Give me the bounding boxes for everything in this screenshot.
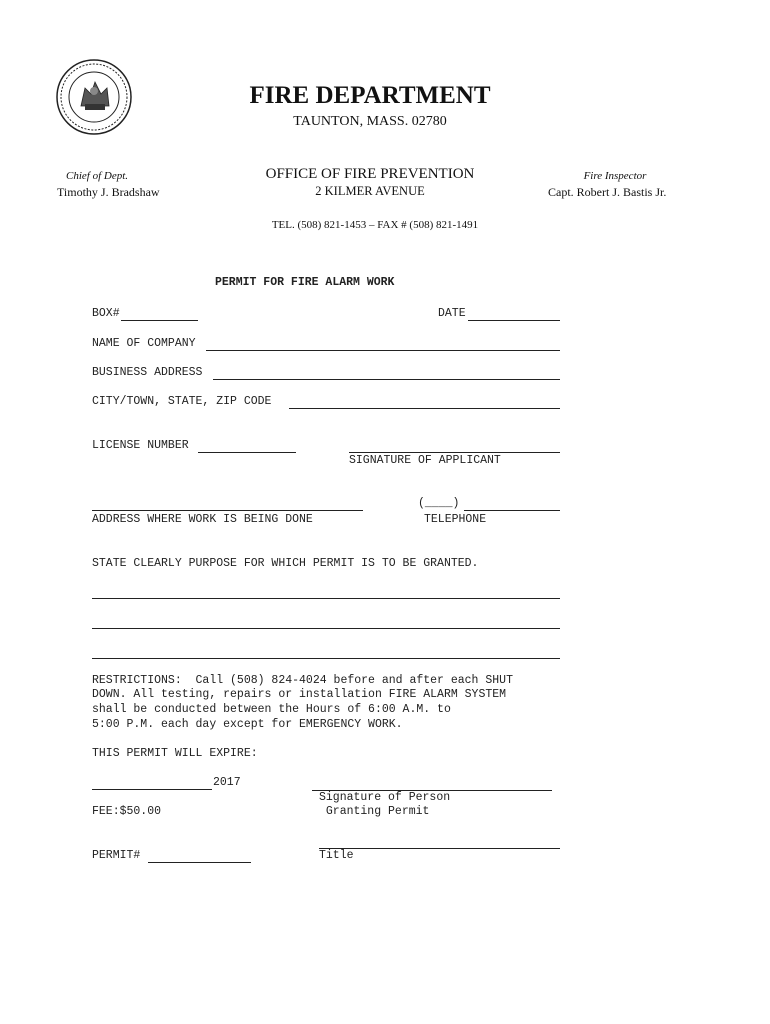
signature-applicant-label: SIGNATURE OF APPLICANT [349,454,501,467]
date-label: DATE [438,307,466,320]
city-zip-label: CITY/TOWN, STATE, ZIP CODE [92,395,272,408]
work-address-field[interactable] [92,510,363,511]
company-field[interactable] [206,350,560,351]
granting-permit-label: Granting Permit [319,805,430,818]
inspector-name: Capt. Robert J. Bastis Jr. [548,185,667,199]
date-field[interactable] [468,320,560,321]
city-seal-icon [55,58,133,136]
title-field[interactable] [319,848,560,849]
contact-line: TEL. (508) 821-1453 – FAX # (508) 821-1491 [271,219,479,231]
box-field[interactable] [121,320,198,321]
permit-label: PERMIT# [92,849,141,862]
chief-name: Timothy J. Bradshaw [57,185,160,199]
expire-label: THIS PERMIT WILL EXPIRE: [92,747,258,760]
city-line: TAUNTON, MASS. 02780 [293,114,447,129]
restrictions-line-4: 5:00 P.M. each day except for EMERGENCY WORK. [92,718,403,731]
purpose-line-3[interactable] [92,658,560,659]
fee-label: FEE:$50.00 [92,805,162,818]
title-label: Title [319,849,354,862]
office-address: 2 KILMER AVENUE [315,184,425,198]
form-heading: PERMIT FOR FIRE ALARM WORK [215,276,395,289]
phone-prefix: (____) [418,497,460,510]
business-address-label: BUSINESS ADDRESS [92,366,203,379]
expire-year: 2017 [213,776,241,789]
restrictions-line-3: shall be conducted between the Hours of 6:00 A.M. to [92,703,451,716]
chief-title: Chief of Dept. [66,170,129,182]
box-label: BOX# [92,307,120,320]
business-address-field[interactable] [213,379,560,380]
purpose-line-2[interactable] [92,628,560,629]
expire-date-field[interactable] [92,789,212,790]
license-field[interactable] [198,452,296,453]
restrictions-line-2: DOWN. All testing, repairs or installation FIRE ALARM SYSTEM [92,688,507,701]
license-label: LICENSE NUMBER [92,439,189,452]
restrictions-line-1: RESTRICTIONS: Call (508) 824-4024 before and after each SHUT [92,674,513,687]
city-zip-field[interactable] [289,408,560,409]
company-label: NAME OF COMPANY [92,337,196,350]
work-address-label: ADDRESS WHERE WORK IS BEING DONE [92,513,313,526]
telephone-field[interactable] [464,510,560,511]
purpose-label: STATE CLEARLY PURPOSE FOR WHICH PERMIT IS TO BE GRANTED. [92,557,479,570]
signature-person-label: Signature of Person [319,791,451,804]
permit-number-field[interactable] [148,862,251,863]
telephone-label: TELEPHONE [424,513,487,526]
page-title: FIRE DEPARTMENT [249,82,491,109]
purpose-line-1[interactable] [92,598,560,599]
office-name: OFFICE OF FIRE PREVENTION [265,166,475,182]
signature-applicant-field[interactable] [349,452,560,453]
inspector-title: Fire Inspector [583,170,647,182]
